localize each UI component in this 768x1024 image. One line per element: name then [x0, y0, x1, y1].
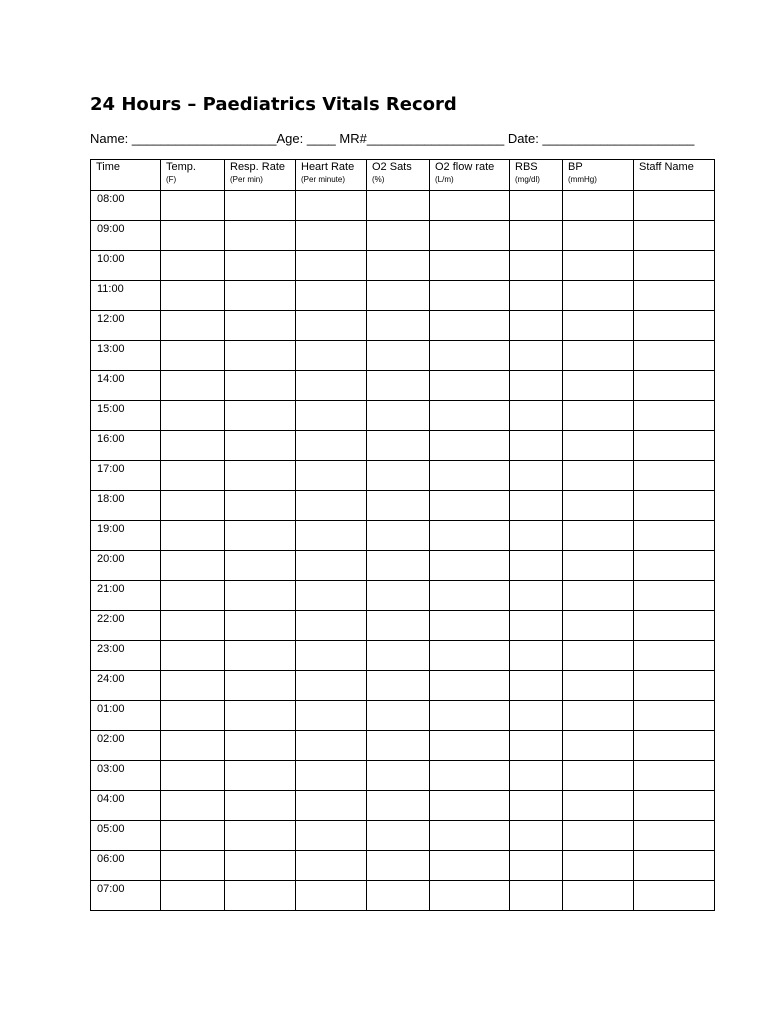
table-row [91, 551, 715, 581]
header-unit: (mg/dl) [515, 175, 540, 184]
entry-cell[interactable] [161, 731, 225, 761]
entry-cell[interactable] [367, 641, 430, 671]
table-row [91, 701, 715, 731]
entry-cell[interactable] [430, 191, 510, 221]
entry-cell[interactable] [225, 191, 296, 221]
entry-cell[interactable] [563, 221, 634, 251]
entry-cell[interactable] [161, 341, 225, 371]
entry-cell[interactable] [510, 611, 563, 641]
entry-cell[interactable] [161, 611, 225, 641]
time-cell: 10:00 [91, 251, 161, 281]
entry-cell[interactable] [161, 311, 225, 341]
entry-cell[interactable] [510, 821, 563, 851]
entry-cell[interactable] [510, 341, 563, 371]
entry-cell[interactable] [634, 311, 715, 341]
time-cell: 14:00 [91, 371, 161, 401]
entry-cell[interactable] [161, 641, 225, 671]
header-temp [161, 160, 225, 191]
entry-cell[interactable] [563, 401, 634, 431]
entry-cell[interactable] [367, 581, 430, 611]
entry-cell[interactable] [634, 281, 715, 311]
entry-cell[interactable] [510, 551, 563, 581]
entry-cell[interactable] [367, 731, 430, 761]
entry-cell[interactable] [634, 491, 715, 521]
entry-cell[interactable] [296, 191, 367, 221]
entry-cell[interactable] [563, 581, 634, 611]
entry-cell[interactable] [161, 401, 225, 431]
header-label: BP [568, 161, 583, 173]
entry-cell[interactable] [161, 431, 225, 461]
time-cell: 17:00 [91, 461, 161, 491]
entry-cell[interactable] [161, 371, 225, 401]
header-label: Heart Rate [301, 161, 355, 173]
header-unit: (Per min) [230, 175, 263, 184]
entry-cell[interactable] [225, 761, 296, 791]
entry-cell[interactable] [296, 281, 367, 311]
entry-cell[interactable] [367, 401, 430, 431]
entry-cell[interactable] [367, 431, 430, 461]
entry-cell[interactable] [225, 491, 296, 521]
entry-cell[interactable] [225, 641, 296, 671]
entry-cell[interactable] [296, 311, 367, 341]
entry-cell[interactable] [634, 611, 715, 641]
entry-cell[interactable] [296, 701, 367, 731]
entry-cell[interactable] [563, 521, 634, 551]
entry-cell[interactable] [367, 791, 430, 821]
entry-cell[interactable] [225, 851, 296, 881]
entry-cell[interactable] [161, 191, 225, 221]
entry-cell[interactable] [296, 461, 367, 491]
entry-cell[interactable] [367, 611, 430, 641]
entry-cell[interactable] [367, 341, 430, 371]
entry-cell[interactable] [563, 551, 634, 581]
time-cell: 13:00 [91, 341, 161, 371]
table-row [91, 761, 715, 791]
time-cell: 21:00 [91, 581, 161, 611]
entry-cell[interactable] [367, 881, 430, 911]
table-row [91, 341, 715, 371]
table-row [91, 491, 715, 521]
entry-cell[interactable] [161, 581, 225, 611]
entry-cell[interactable] [563, 791, 634, 821]
entry-cell[interactable] [296, 611, 367, 641]
patient-info-line: Name: ____________________Age: ____ MR#___________________ Date: _____________________ [90, 131, 695, 146]
entry-cell[interactable] [430, 341, 510, 371]
time-cell: 15:00 [91, 401, 161, 431]
header-unit: (L/m) [435, 175, 454, 184]
entry-cell[interactable] [563, 731, 634, 761]
entry-cell[interactable] [563, 671, 634, 701]
entry-cell[interactable] [161, 281, 225, 311]
entry-cell[interactable] [510, 671, 563, 701]
entry-cell[interactable] [367, 491, 430, 521]
entry-cell[interactable] [634, 551, 715, 581]
entry-cell[interactable] [510, 791, 563, 821]
entry-cell[interactable] [563, 491, 634, 521]
header-label: O2 flow rate [435, 161, 495, 173]
table-row [91, 311, 715, 341]
entry-cell[interactable] [367, 281, 430, 311]
entry-cell[interactable] [161, 761, 225, 791]
entry-cell[interactable] [634, 881, 715, 911]
entry-cell[interactable] [225, 371, 296, 401]
entry-cell[interactable] [634, 461, 715, 491]
entry-cell[interactable] [296, 431, 367, 461]
header-unit: (mmHg) [568, 175, 597, 184]
entry-cell[interactable] [634, 341, 715, 371]
entry-cell[interactable] [367, 191, 430, 221]
entry-cell[interactable] [430, 491, 510, 521]
table-row [91, 251, 715, 281]
entry-cell[interactable] [367, 461, 430, 491]
entry-cell[interactable] [510, 191, 563, 221]
entry-cell[interactable] [430, 221, 510, 251]
entry-cell[interactable] [430, 701, 510, 731]
entry-cell[interactable] [563, 461, 634, 491]
entry-cell[interactable] [161, 671, 225, 701]
header-label: Staff Name [639, 161, 694, 173]
entry-cell[interactable] [225, 401, 296, 431]
entry-cell[interactable] [161, 491, 225, 521]
table-row [91, 731, 715, 761]
time-cell: 02:00 [91, 731, 161, 761]
entry-cell[interactable] [430, 521, 510, 551]
header-unit: (%) [372, 175, 385, 184]
entry-cell[interactable] [430, 881, 510, 911]
entry-cell[interactable] [296, 851, 367, 881]
entry-cell[interactable] [510, 521, 563, 551]
entry-cell[interactable] [510, 401, 563, 431]
entry-cell[interactable] [296, 551, 367, 581]
entry-cell[interactable] [296, 671, 367, 701]
entry-cell[interactable] [430, 731, 510, 761]
entry-cell[interactable] [430, 431, 510, 461]
entry-cell[interactable] [225, 581, 296, 611]
table-row [91, 371, 715, 401]
time-cell: 18:00 [91, 491, 161, 521]
entry-cell[interactable] [430, 401, 510, 431]
header-o2-flow-rate [430, 160, 510, 191]
entry-cell[interactable] [296, 881, 367, 911]
time-cell: 06:00 [91, 851, 161, 881]
entry-cell[interactable] [634, 401, 715, 431]
time-cell: 01:00 [91, 701, 161, 731]
entry-cell[interactable] [296, 221, 367, 251]
entry-cell[interactable] [225, 731, 296, 761]
entry-cell[interactable] [225, 341, 296, 371]
entry-cell[interactable] [296, 731, 367, 761]
entry-cell[interactable] [296, 251, 367, 281]
header-unit: (F) [166, 175, 177, 184]
entry-cell[interactable] [510, 461, 563, 491]
entry-cell[interactable] [510, 251, 563, 281]
entry-cell[interactable] [296, 341, 367, 371]
entry-cell[interactable] [563, 611, 634, 641]
entry-cell[interactable] [563, 251, 634, 281]
entry-cell[interactable] [225, 671, 296, 701]
table-row [91, 881, 715, 911]
table-row [91, 821, 715, 851]
header-o2-sats [367, 160, 430, 191]
entry-cell[interactable] [367, 701, 430, 731]
table-row [91, 791, 715, 821]
entry-cell[interactable] [296, 521, 367, 551]
entry-cell[interactable] [225, 881, 296, 911]
table-row [91, 641, 715, 671]
entry-cell[interactable] [634, 731, 715, 761]
entry-cell[interactable] [367, 761, 430, 791]
table-header-row [91, 160, 715, 191]
entry-cell[interactable] [430, 551, 510, 581]
header-rbs [510, 160, 563, 191]
table-row [91, 611, 715, 641]
entry-cell[interactable] [296, 791, 367, 821]
entry-cell[interactable] [367, 371, 430, 401]
entry-cell[interactable] [430, 581, 510, 611]
entry-cell[interactable] [563, 641, 634, 671]
table-row [91, 581, 715, 611]
entry-cell[interactable] [161, 881, 225, 911]
entry-cell[interactable] [510, 731, 563, 761]
entry-cell[interactable] [225, 461, 296, 491]
header-time [91, 160, 161, 191]
time-cell: 20:00 [91, 551, 161, 581]
time-cell: 16:00 [91, 431, 161, 461]
header-staff-name [634, 160, 715, 191]
entry-cell[interactable] [510, 281, 563, 311]
entry-cell[interactable] [161, 791, 225, 821]
entry-cell[interactable] [634, 851, 715, 881]
entry-cell[interactable] [510, 581, 563, 611]
entry-cell[interactable] [430, 851, 510, 881]
entry-cell[interactable] [161, 521, 225, 551]
entry-cell[interactable] [430, 461, 510, 491]
table-row [91, 221, 715, 251]
time-cell: 11:00 [91, 281, 161, 311]
entry-cell[interactable] [563, 881, 634, 911]
time-cell: 19:00 [91, 521, 161, 551]
entry-cell[interactable] [563, 341, 634, 371]
table-row [91, 851, 715, 881]
time-cell: 08:00 [91, 191, 161, 221]
entry-cell[interactable] [634, 371, 715, 401]
entry-cell[interactable] [563, 431, 634, 461]
entry-cell[interactable] [634, 791, 715, 821]
entry-cell[interactable] [430, 311, 510, 341]
entry-cell[interactable] [296, 401, 367, 431]
entry-cell[interactable] [430, 821, 510, 851]
entry-cell[interactable] [510, 431, 563, 461]
entry-cell[interactable] [367, 521, 430, 551]
entry-cell[interactable] [296, 821, 367, 851]
entry-cell[interactable] [225, 521, 296, 551]
table-row [91, 521, 715, 551]
table-row [91, 671, 715, 701]
header-label: Temp. [166, 161, 196, 173]
entry-cell[interactable] [430, 251, 510, 281]
entry-cell[interactable] [296, 581, 367, 611]
entry-cell[interactable] [161, 251, 225, 281]
entry-cell[interactable] [225, 791, 296, 821]
entry-cell[interactable] [367, 311, 430, 341]
entry-cell[interactable] [225, 221, 296, 251]
vitals-table [90, 159, 715, 911]
entry-cell[interactable] [563, 701, 634, 731]
entry-cell[interactable] [634, 191, 715, 221]
entry-cell[interactable] [634, 641, 715, 671]
entry-cell[interactable] [161, 461, 225, 491]
entry-cell[interactable] [510, 851, 563, 881]
entry-cell[interactable] [510, 371, 563, 401]
time-cell: 23:00 [91, 641, 161, 671]
time-cell: 12:00 [91, 311, 161, 341]
time-cell: 09:00 [91, 221, 161, 251]
time-cell: 07:00 [91, 881, 161, 911]
entry-cell[interactable] [634, 221, 715, 251]
entry-cell[interactable] [634, 701, 715, 731]
header-heart-rate [296, 160, 367, 191]
entry-cell[interactable] [510, 701, 563, 731]
header-label: RBS [515, 161, 538, 173]
time-cell: 04:00 [91, 791, 161, 821]
entry-cell[interactable] [296, 491, 367, 521]
table-row [91, 401, 715, 431]
entry-cell[interactable] [367, 251, 430, 281]
entry-cell[interactable] [430, 371, 510, 401]
entry-cell[interactable] [225, 551, 296, 581]
entry-cell[interactable] [430, 791, 510, 821]
entry-cell[interactable] [563, 371, 634, 401]
entry-cell[interactable] [296, 371, 367, 401]
entry-cell[interactable] [634, 821, 715, 851]
entry-cell[interactable] [225, 431, 296, 461]
entry-cell[interactable] [367, 821, 430, 851]
entry-cell[interactable] [367, 671, 430, 701]
entry-cell[interactable] [634, 761, 715, 791]
vitals-table-body [91, 191, 715, 911]
entry-cell[interactable] [161, 551, 225, 581]
table-row [91, 431, 715, 461]
entry-cell[interactable] [510, 221, 563, 251]
entry-cell[interactable] [225, 821, 296, 851]
entry-cell[interactable] [563, 281, 634, 311]
entry-cell[interactable] [634, 671, 715, 701]
entry-cell[interactable] [430, 611, 510, 641]
entry-cell[interactable] [634, 581, 715, 611]
entry-cell[interactable] [161, 821, 225, 851]
entry-cell[interactable] [161, 701, 225, 731]
entry-cell[interactable] [430, 671, 510, 701]
header-label: O2 Sats [372, 161, 412, 173]
entry-cell[interactable] [563, 761, 634, 791]
entry-cell[interactable] [225, 311, 296, 341]
entry-cell[interactable] [430, 641, 510, 671]
entry-cell[interactable] [510, 641, 563, 671]
entry-cell[interactable] [563, 821, 634, 851]
entry-cell[interactable] [367, 221, 430, 251]
time-cell: 22:00 [91, 611, 161, 641]
entry-cell[interactable] [510, 491, 563, 521]
header-label: Time [96, 161, 121, 173]
table-row [91, 281, 715, 311]
header-unit: (Per minute) [301, 175, 346, 184]
table-row [91, 191, 715, 221]
entry-cell[interactable] [161, 221, 225, 251]
header-bp [563, 160, 634, 191]
entry-cell[interactable] [225, 611, 296, 641]
document-title: 24 Hours – Paediatrics Vitals Record [90, 94, 457, 115]
entry-cell[interactable] [225, 701, 296, 731]
entry-cell[interactable] [563, 191, 634, 221]
time-cell: 03:00 [91, 761, 161, 791]
entry-cell[interactable] [225, 251, 296, 281]
entry-cell[interactable] [510, 761, 563, 791]
entry-cell[interactable] [296, 761, 367, 791]
entry-cell[interactable] [563, 851, 634, 881]
entry-cell[interactable] [161, 851, 225, 881]
header-resp-rate [225, 160, 296, 191]
entry-cell[interactable] [634, 431, 715, 461]
entry-cell[interactable] [510, 311, 563, 341]
entry-cell[interactable] [367, 551, 430, 581]
entry-cell[interactable] [367, 851, 430, 881]
entry-cell[interactable] [563, 311, 634, 341]
entry-cell[interactable] [296, 641, 367, 671]
entry-cell[interactable] [634, 251, 715, 281]
entry-cell[interactable] [225, 281, 296, 311]
header-label: Resp. Rate [230, 161, 286, 173]
entry-cell[interactable] [430, 761, 510, 791]
entry-cell[interactable] [634, 521, 715, 551]
time-cell: 05:00 [91, 821, 161, 851]
entry-cell[interactable] [510, 881, 563, 911]
time-cell: 24:00 [91, 671, 161, 701]
entry-cell[interactable] [430, 281, 510, 311]
table-row [91, 461, 715, 491]
